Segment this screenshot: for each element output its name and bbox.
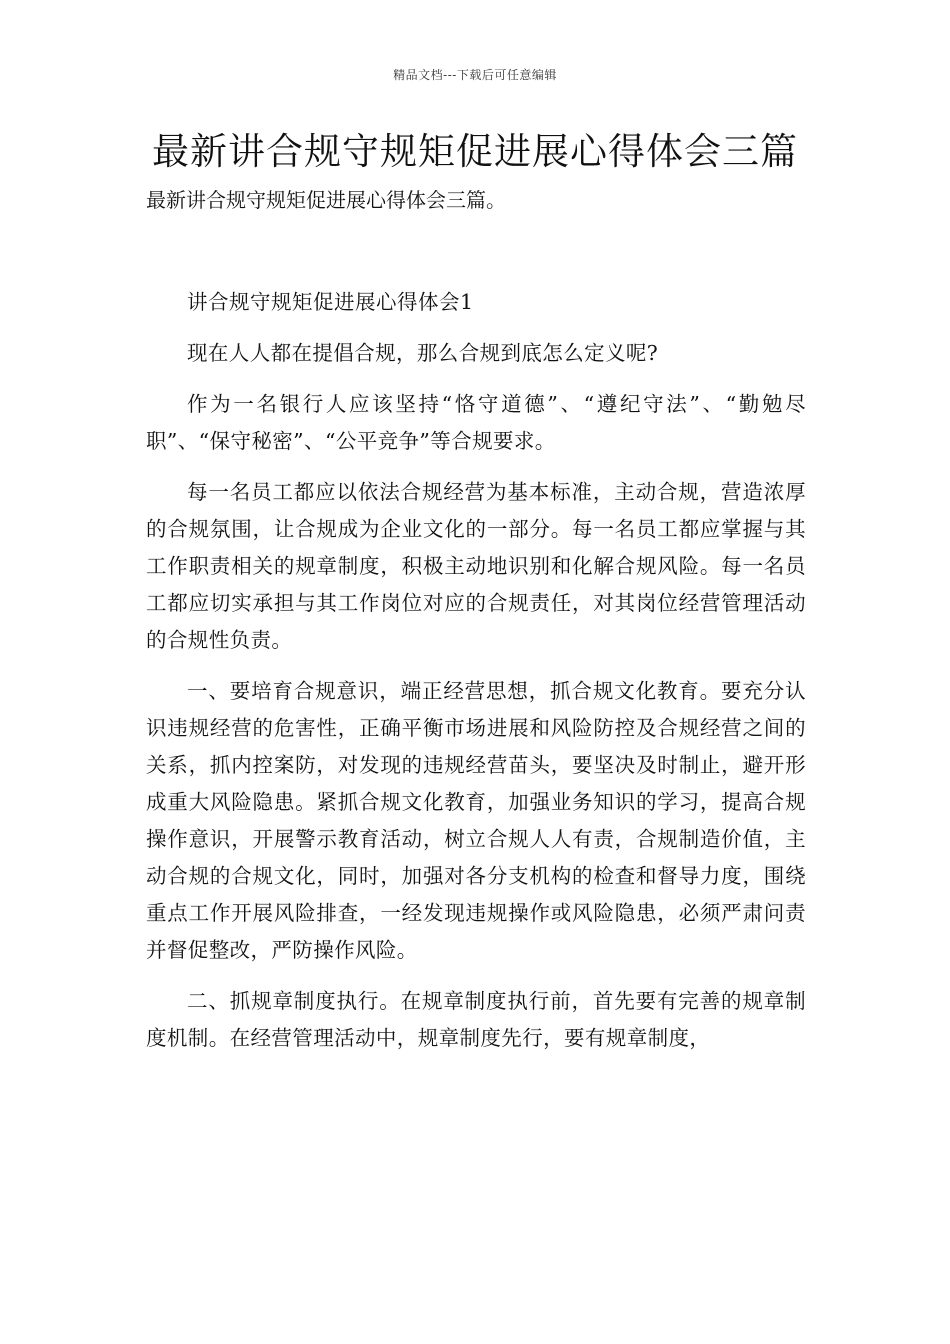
section-heading: 讲合规守规矩促进展心得体会1	[187, 290, 474, 314]
paragraph: 二、抓规章制度执行。在规章制度执行前，首先要有完善的规章制度机制。在经营管理活动中，规章制度先行，要有规章制度，	[146, 989, 806, 1050]
paragraph: 现在人人都在提倡合规，那么合规到底怎么定义呢?	[187, 341, 659, 365]
document-subtitle: 最新讲合规守规矩促进展心得体会三篇。	[146, 188, 506, 212]
document-body	[146, 284, 806, 1071]
document-title: 最新讲合规守规矩促进展心得体会三篇	[152, 130, 798, 173]
paragraph: 每一名员工都应以依法合规经营为基本标准，主动合规，营造浓厚的合规氛围，让合规成为企业文化的一部分。每一名员工都应掌握与其工作职责相关的规章制度，积极主动地识别和化解合规风险。每一名员工都应切实承担与其工作岗位对应的合规责任，对其岗位经营管理活动的合规性负责。	[146, 480, 806, 652]
header-note: 精品文档---下载后可任意编辑	[393, 68, 557, 82]
paragraph: 一、要培育合规意识，端正经营思想，抓合规文化教育。要充分认识违规经营的危害性，正确平衡市场进展和风险防控及合规经营之间的关系，抓内控案防，对发现的违规经营苗头，要坚决及时制止，避开形成重大风险隐患。紧抓合规文化教育，加强业务知识的学习，提高合规操作意识，开展警示教育活动，树立合规人人有责，合规制造价值，主动合规的合规文化，同时，加强对各分支机构的检查和督导力度，围绕重点工作开展风险排查，一经发现违规操作或风险隐患，必须严肃问责并督促整改，严防操作风险。	[146, 679, 806, 962]
paragraph: 作为一名银行人应该坚持“恪守道德”、“遵纪守法”、“勤勉尽职”、“保守秘密”、“公平竞争”等合规要求。	[146, 392, 806, 453]
